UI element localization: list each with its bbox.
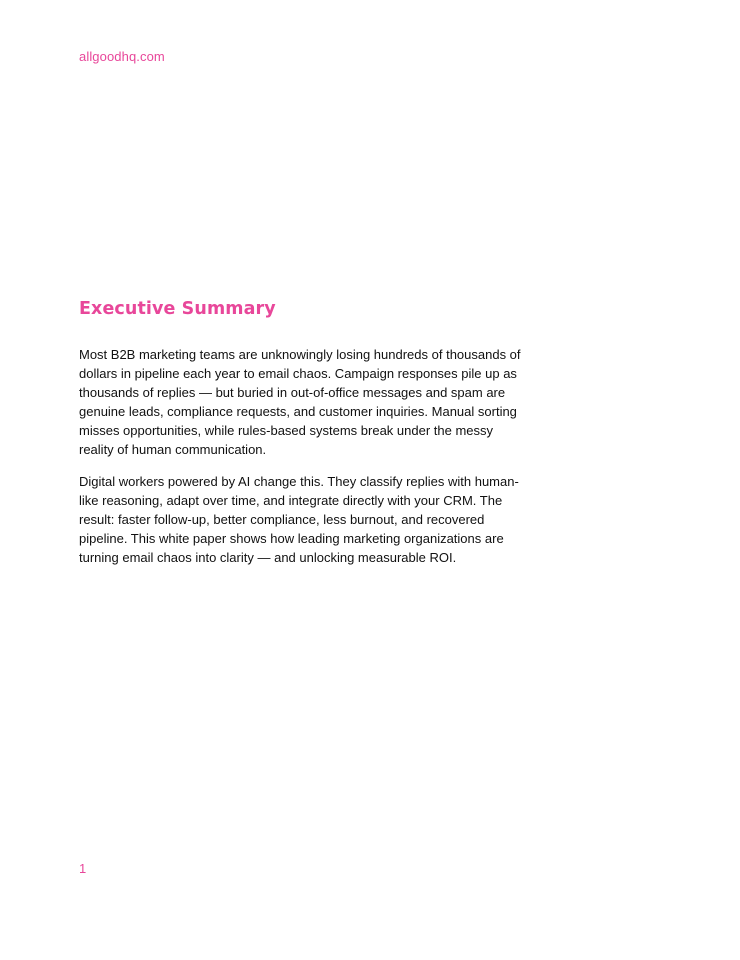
page-number: 1 — [79, 861, 87, 876]
paragraph-text: Most B2B marketing teams are unknowingly losing hundreds of thousands of dollars in pipeline each year to email chaos. Campaign responses pile up as thousands of replies — but buried in out-of-office messages and spam are genuine leads, compliance requests, and customer inquiries. Manual sorting misses opportunities, while rules-based systems break under the messy reality of human communication. — [79, 347, 521, 457]
site-url-header: allgoodhq.com — [79, 49, 165, 64]
paragraph-text: Digital workers powered by AI change this. They classify replies with human-like reasoning, adapt over time, and integrate directly with your CRM. The result: faster follow-up, better compliance, less burnout, and recovered pipeline. This white paper shows how leading marketing organizations are turning email chaos into clarity — and unlocking measurable ROI. — [79, 474, 519, 565]
section-title: Executive Summary — [79, 299, 276, 319]
summary-paragraph-1 — [79, 346, 529, 459]
summary-paragraph-2 — [79, 473, 529, 568]
